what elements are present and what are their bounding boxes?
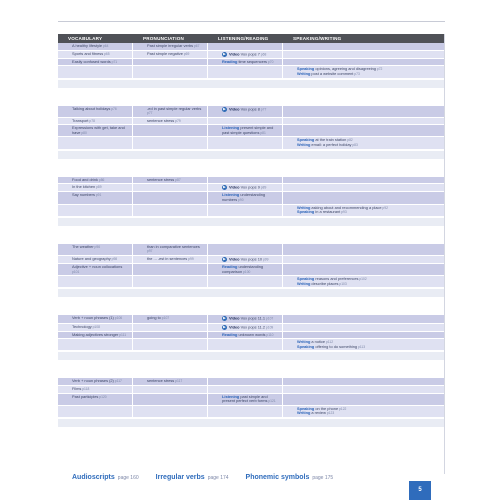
listening-cell bbox=[208, 125, 283, 137]
writing-line bbox=[297, 345, 441, 350]
vocabulary-cell bbox=[58, 177, 133, 185]
page-ref: p122 bbox=[338, 406, 347, 411]
pronunciation-cell bbox=[133, 406, 208, 418]
table-row bbox=[58, 106, 444, 118]
vocabulary-text: Talking about holidays bbox=[72, 105, 111, 111]
page-number: 5 bbox=[409, 481, 431, 500]
pronunciation-text: -ed in past simple regular verbs bbox=[147, 105, 202, 111]
table-row bbox=[58, 66, 444, 78]
page-ref: p106 bbox=[113, 316, 123, 321]
header-pronunciation: PRONUNCIATION bbox=[143, 36, 185, 41]
page-ref: p78 bbox=[88, 118, 95, 123]
listening-cell bbox=[208, 51, 283, 59]
vocabulary-text: Past participles bbox=[72, 393, 99, 399]
skill-label: Reading bbox=[222, 264, 239, 270]
page-ref: p86 bbox=[97, 177, 105, 182]
listening-cell bbox=[208, 244, 283, 256]
listening-cell bbox=[208, 256, 283, 264]
page-ref: p73 bbox=[353, 71, 360, 76]
page-ref: p72 bbox=[375, 67, 383, 72]
page-ref: p89 bbox=[259, 185, 267, 190]
pronunciation-cell bbox=[133, 66, 208, 78]
page-ref: p69 bbox=[182, 51, 190, 56]
video-label: Video bbox=[229, 106, 241, 112]
vocabulary-text: Say numbers bbox=[72, 192, 95, 198]
vocabulary-cell bbox=[58, 324, 133, 332]
vocabulary-text: Expressions with get, take and have bbox=[72, 125, 125, 135]
vocabulary-cell bbox=[58, 339, 133, 351]
vocabulary-cell bbox=[58, 184, 133, 192]
listening-cell bbox=[208, 406, 283, 418]
pronunciation-cell bbox=[133, 118, 208, 126]
table-row bbox=[58, 378, 444, 386]
speaking-text: at the train station bbox=[315, 137, 347, 143]
unit-separator bbox=[58, 288, 444, 297]
page-ref: p98 bbox=[110, 256, 118, 261]
skill-label: Speaking bbox=[297, 66, 316, 72]
speaking-cell bbox=[283, 394, 444, 406]
pronunciation-text: sentence stress bbox=[147, 176, 175, 182]
play-icon: ▶ bbox=[223, 185, 226, 190]
page-ref: p101 bbox=[72, 269, 80, 274]
listening-text: Vox pops 7 bbox=[240, 51, 260, 57]
vocabulary-text: Easily confused words bbox=[72, 58, 111, 64]
page-ref: p68 bbox=[259, 52, 267, 57]
page-ref: p67 bbox=[193, 44, 200, 48]
writing-text: in a restaurant bbox=[315, 209, 341, 215]
speaking-cell bbox=[283, 406, 444, 418]
unit-block bbox=[58, 378, 444, 427]
header-speaking: SPEAKING/WRITING bbox=[293, 36, 342, 41]
page-ref: p65 bbox=[103, 51, 110, 56]
speaking-cell bbox=[283, 264, 444, 276]
pronunciation-cell bbox=[133, 339, 208, 351]
skill-label: Listening bbox=[222, 393, 241, 399]
listening-text: past simple and present perfect verb forms bbox=[222, 393, 268, 404]
pronunciation-text: Past simple irregular verbs bbox=[147, 43, 194, 48]
page-ref: p109 bbox=[264, 325, 274, 330]
vocabulary-cell bbox=[58, 192, 133, 204]
listening-text: Vox pops 9 bbox=[240, 184, 260, 190]
speaking-cell bbox=[283, 118, 444, 126]
pronunciation-cell bbox=[133, 177, 208, 185]
speaking-cell bbox=[283, 106, 444, 118]
vocabulary-cell bbox=[58, 378, 133, 386]
vocabulary-cell bbox=[58, 205, 133, 217]
table-row bbox=[58, 324, 444, 332]
speaking-cell bbox=[283, 256, 444, 264]
listening-text: Vox pops 11.2 bbox=[240, 324, 265, 330]
unit-block bbox=[58, 315, 444, 360]
speaking-cell bbox=[283, 378, 444, 386]
listening-text: understanding numbers bbox=[222, 192, 266, 202]
pronunciation-cell bbox=[133, 184, 208, 192]
listening-cell bbox=[208, 264, 283, 276]
page-ref: p117 bbox=[174, 379, 183, 384]
table-row bbox=[58, 205, 444, 217]
speaking-text: opinions, agreeing and disagreeing bbox=[315, 66, 376, 72]
writing-text: email: a perfect holiday bbox=[311, 142, 352, 148]
page-ref: p103 bbox=[338, 281, 347, 286]
video-label: Video bbox=[229, 184, 241, 190]
vocabulary-text: Transport bbox=[72, 117, 89, 123]
table-row bbox=[58, 386, 444, 394]
writing-line bbox=[297, 282, 441, 287]
pronunciation-cell bbox=[133, 386, 208, 394]
pronunciation-cell bbox=[133, 125, 208, 137]
speaking-cell bbox=[283, 244, 444, 256]
page-ref: p107 bbox=[264, 316, 274, 321]
skill-label: Speaking bbox=[297, 405, 316, 411]
pronunciation-cell bbox=[133, 256, 208, 264]
pronunciation-cell bbox=[133, 324, 208, 332]
table-row bbox=[58, 137, 444, 149]
page-ref: p93 bbox=[340, 210, 347, 215]
table-row bbox=[58, 43, 444, 51]
speaking-text: reasons and preferences bbox=[315, 276, 359, 282]
writing-line bbox=[297, 411, 441, 416]
vocabulary-cell bbox=[58, 66, 133, 78]
page-ref: p92 bbox=[381, 205, 388, 210]
speaking-cell bbox=[283, 386, 444, 394]
listening-cell bbox=[208, 394, 283, 406]
page-ref: p100 bbox=[242, 269, 251, 274]
speaking-text: on the phone bbox=[315, 405, 339, 411]
listening-cell bbox=[208, 184, 283, 192]
speaking-cell bbox=[283, 137, 444, 149]
footer-links bbox=[72, 474, 333, 481]
listening-cell bbox=[208, 324, 283, 332]
speaking-cell bbox=[283, 205, 444, 217]
unit-gap bbox=[58, 88, 444, 106]
audioscripts-link[interactable]: Audioscripts page 160 bbox=[72, 474, 139, 481]
pronunciation-cell bbox=[133, 394, 208, 406]
page-ref: p64 bbox=[102, 44, 109, 48]
vocabulary-text: Nature and geography bbox=[72, 255, 111, 261]
pronunciation-text: the ... -est in sentences bbox=[147, 255, 188, 261]
table-row bbox=[58, 184, 444, 192]
speaking-cell bbox=[283, 177, 444, 185]
vocabulary-text: In the kitchen bbox=[72, 184, 96, 190]
table-row bbox=[58, 332, 444, 340]
listening-cell bbox=[208, 205, 283, 217]
vocabulary-cell bbox=[58, 125, 133, 137]
pronunciation-text: going to bbox=[147, 315, 161, 321]
unit-blocks bbox=[58, 43, 444, 427]
page-ref: p110 bbox=[265, 332, 274, 337]
pronunciation-cell bbox=[133, 137, 208, 149]
page-ref: p79 bbox=[174, 118, 181, 123]
pronunciation-text: sentence stress bbox=[147, 117, 175, 123]
table-row bbox=[58, 315, 444, 323]
pronunciation-text: Past simple negative bbox=[147, 50, 183, 56]
page-ref: p83 bbox=[351, 143, 358, 148]
writing-text: a review bbox=[311, 410, 326, 416]
play-icon: ▶ bbox=[223, 256, 226, 261]
skill-label: Reading bbox=[222, 331, 239, 337]
table-row bbox=[58, 192, 444, 204]
skill-label: Speaking bbox=[297, 137, 316, 143]
page-ref: p91 bbox=[94, 193, 102, 198]
table-row bbox=[58, 256, 444, 264]
skill-label: Listening bbox=[222, 125, 241, 131]
video-label: Video bbox=[229, 315, 241, 321]
irregular-verbs-link[interactable]: Irregular verbs page 174 bbox=[155, 474, 229, 481]
vocabulary-text: A healthy lifestyle bbox=[72, 43, 103, 48]
skill-label: Writing bbox=[297, 70, 312, 76]
table-row bbox=[58, 118, 444, 126]
page-ref: p112 bbox=[325, 340, 334, 345]
vocabulary-text: Verb + noun phrases (1) bbox=[72, 315, 114, 321]
vocabulary-cell bbox=[58, 332, 133, 340]
vocabulary-cell bbox=[58, 386, 133, 394]
skill-label: Writing bbox=[297, 280, 312, 286]
pronunciation-cell bbox=[133, 378, 208, 386]
vocabulary-cell bbox=[58, 276, 133, 288]
unit-separator bbox=[58, 351, 444, 360]
skill-label: Listening bbox=[222, 192, 241, 198]
vocabulary-text: The weather bbox=[72, 243, 94, 249]
listening-cell bbox=[208, 43, 283, 51]
listening-cell bbox=[208, 276, 283, 288]
page-ref: p120 bbox=[98, 394, 107, 399]
vocabulary-cell bbox=[58, 106, 133, 118]
speaking-cell bbox=[283, 339, 444, 351]
page-ref: p99 bbox=[187, 256, 194, 261]
play-icon: ▶ bbox=[223, 51, 226, 56]
listening-text: time sequencers bbox=[238, 58, 267, 64]
speaking-cell bbox=[283, 43, 444, 51]
listening-cell bbox=[208, 332, 283, 340]
listening-cell bbox=[208, 118, 283, 126]
video-label: Video bbox=[229, 51, 241, 57]
unit-separator bbox=[58, 79, 444, 88]
unit-separator bbox=[58, 418, 444, 427]
vocabulary-text: Food and drink bbox=[72, 176, 98, 182]
unit-separator bbox=[58, 150, 444, 159]
table-row bbox=[58, 276, 444, 288]
unit-gap bbox=[58, 297, 444, 315]
skill-label: Writing bbox=[297, 410, 312, 416]
listening-cell bbox=[208, 192, 283, 204]
page-ref: p90 bbox=[237, 197, 244, 202]
page-ref: p80 bbox=[80, 130, 87, 135]
vocabulary-cell bbox=[58, 43, 133, 51]
vocabulary-cell bbox=[58, 394, 133, 406]
page-ref: p97 bbox=[147, 249, 153, 254]
pronunciation-text: sentence stress bbox=[147, 378, 175, 384]
play-icon: ▶ bbox=[223, 106, 226, 111]
page-ref: p113 bbox=[357, 344, 366, 349]
writing-text: offering to do something bbox=[315, 343, 358, 349]
vocabulary-text: Making adjectives stronger bbox=[72, 331, 119, 337]
listening-cell bbox=[208, 106, 283, 118]
table-row bbox=[58, 406, 444, 418]
right-divider bbox=[444, 34, 445, 474]
pronunciation-cell bbox=[133, 276, 208, 288]
listening-cell bbox=[208, 137, 283, 149]
page-ref: p77 bbox=[259, 107, 267, 112]
skill-label: Writing bbox=[297, 204, 312, 210]
speaking-cell bbox=[283, 184, 444, 192]
speaking-text: a notice bbox=[311, 339, 326, 345]
unit-gap bbox=[58, 360, 444, 378]
pronunciation-cell bbox=[133, 332, 208, 340]
pronunciation-cell bbox=[133, 315, 208, 323]
vocabulary-text: Technology bbox=[72, 323, 92, 329]
play-icon: ▶ bbox=[223, 324, 226, 329]
page-ref: p96 bbox=[93, 244, 101, 249]
pronunciation-cell bbox=[133, 244, 208, 256]
listening-cell bbox=[208, 66, 283, 78]
pronunciation-text: than in comparative sentences bbox=[147, 243, 200, 249]
speaking-cell bbox=[283, 51, 444, 59]
header-vocabulary: VOCABULARY bbox=[68, 36, 103, 41]
page-ref: p71 bbox=[110, 59, 118, 64]
page-ref: p108 bbox=[91, 324, 100, 329]
speaking-text: asking about and recommending a place bbox=[311, 204, 382, 210]
video-label: Video bbox=[229, 256, 241, 262]
page-ref: p76 bbox=[110, 106, 117, 111]
pronunciation-cell bbox=[133, 43, 208, 51]
skill-label: Writing bbox=[297, 142, 312, 148]
speaking-cell bbox=[283, 315, 444, 323]
page-ref: p99 bbox=[262, 257, 269, 262]
table-row bbox=[58, 125, 444, 137]
page-ref: p77 bbox=[147, 111, 153, 116]
speaking-cell bbox=[283, 192, 444, 204]
skill-label: Speaking bbox=[297, 343, 316, 349]
top-rule bbox=[58, 21, 445, 22]
unit-block bbox=[58, 43, 444, 88]
unit-gap bbox=[58, 159, 444, 177]
listening-text: Vox pops 10 bbox=[240, 256, 263, 262]
listening-cell bbox=[208, 339, 283, 351]
listening-cell bbox=[208, 177, 283, 185]
writing-text: describe places bbox=[311, 280, 339, 286]
speaking-cell bbox=[283, 332, 444, 340]
table-header bbox=[58, 34, 444, 43]
page-ref: p121 bbox=[267, 399, 276, 404]
header-listening: LISTENING/READING bbox=[218, 36, 269, 41]
writing-line bbox=[297, 210, 441, 215]
page-ref: p70 bbox=[266, 59, 274, 64]
listening-cell bbox=[208, 386, 283, 394]
listening-cell bbox=[208, 59, 283, 67]
vocabulary-cell bbox=[58, 406, 133, 418]
listening-text: Vox pops 8 bbox=[240, 106, 260, 112]
listening-text: present simple and past simple questions bbox=[222, 125, 274, 135]
skill-label: Speaking bbox=[297, 276, 316, 282]
page-ref: p81 bbox=[259, 130, 266, 135]
speaking-cell bbox=[283, 125, 444, 137]
phonemic-symbols-link[interactable]: Phonemic symbols page 175 bbox=[245, 474, 334, 481]
table-row bbox=[58, 339, 444, 351]
page-ref: p102 bbox=[358, 277, 367, 282]
vocabulary-cell bbox=[58, 264, 133, 276]
listening-text: Vox pops 11.1 bbox=[240, 315, 265, 321]
page-ref: p107 bbox=[160, 316, 170, 321]
contents-table bbox=[58, 34, 444, 427]
skill-label: Writing bbox=[297, 339, 312, 345]
unit-block bbox=[58, 244, 444, 298]
pronunciation-cell bbox=[133, 264, 208, 276]
vocabulary-text: Films bbox=[72, 386, 82, 392]
speaking-cell bbox=[283, 66, 444, 78]
listening-cell bbox=[208, 378, 283, 386]
writing-line bbox=[297, 143, 441, 148]
unit-gap bbox=[58, 226, 444, 244]
page-ref: p82 bbox=[346, 138, 353, 143]
play-icon: ▶ bbox=[223, 316, 226, 321]
vocabulary-cell bbox=[58, 256, 133, 264]
pronunciation-cell bbox=[133, 51, 208, 59]
table-row bbox=[58, 59, 444, 67]
table-row bbox=[58, 177, 444, 185]
speaking-cell bbox=[283, 276, 444, 288]
vocabulary-cell bbox=[58, 244, 133, 256]
page-ref: p87 bbox=[174, 177, 181, 182]
writing-text: post a website comment bbox=[311, 70, 354, 76]
pronunciation-cell bbox=[133, 59, 208, 67]
page-ref: p123 bbox=[325, 411, 335, 416]
listening-text: understanding comparison bbox=[222, 264, 264, 274]
pronunciation-cell bbox=[133, 106, 208, 118]
listening-text: unknown words bbox=[238, 331, 266, 337]
table-row bbox=[58, 244, 444, 256]
vocabulary-cell bbox=[58, 137, 133, 149]
vocabulary-text: Sports and fitness bbox=[72, 50, 104, 56]
table-row bbox=[58, 394, 444, 406]
unit-block bbox=[58, 106, 444, 159]
page-ref: p117 bbox=[113, 379, 122, 384]
vocabulary-text: Verb + noun phrases (2) bbox=[72, 378, 114, 384]
table-row bbox=[58, 264, 444, 276]
vocabulary-cell bbox=[58, 315, 133, 323]
speaking-cell bbox=[283, 59, 444, 67]
speaking-cell bbox=[283, 324, 444, 332]
pronunciation-cell bbox=[133, 192, 208, 204]
table-row bbox=[58, 51, 444, 59]
vocabulary-text: Adjective + noun collocations bbox=[72, 264, 123, 270]
unit-separator bbox=[58, 217, 444, 226]
vocabulary-cell bbox=[58, 118, 133, 126]
writing-line bbox=[297, 72, 441, 77]
skill-label: Reading bbox=[222, 58, 239, 64]
page-ref: p111 bbox=[118, 332, 127, 337]
vocabulary-cell bbox=[58, 51, 133, 59]
skill-label: Speaking bbox=[297, 209, 316, 215]
video-label: Video bbox=[229, 324, 241, 330]
page-ref: p89 bbox=[95, 185, 102, 190]
pronunciation-cell bbox=[133, 205, 208, 217]
unit-block bbox=[58, 177, 444, 226]
vocabulary-cell bbox=[58, 59, 133, 67]
page-ref: p118 bbox=[81, 387, 90, 392]
listening-cell bbox=[208, 315, 283, 323]
